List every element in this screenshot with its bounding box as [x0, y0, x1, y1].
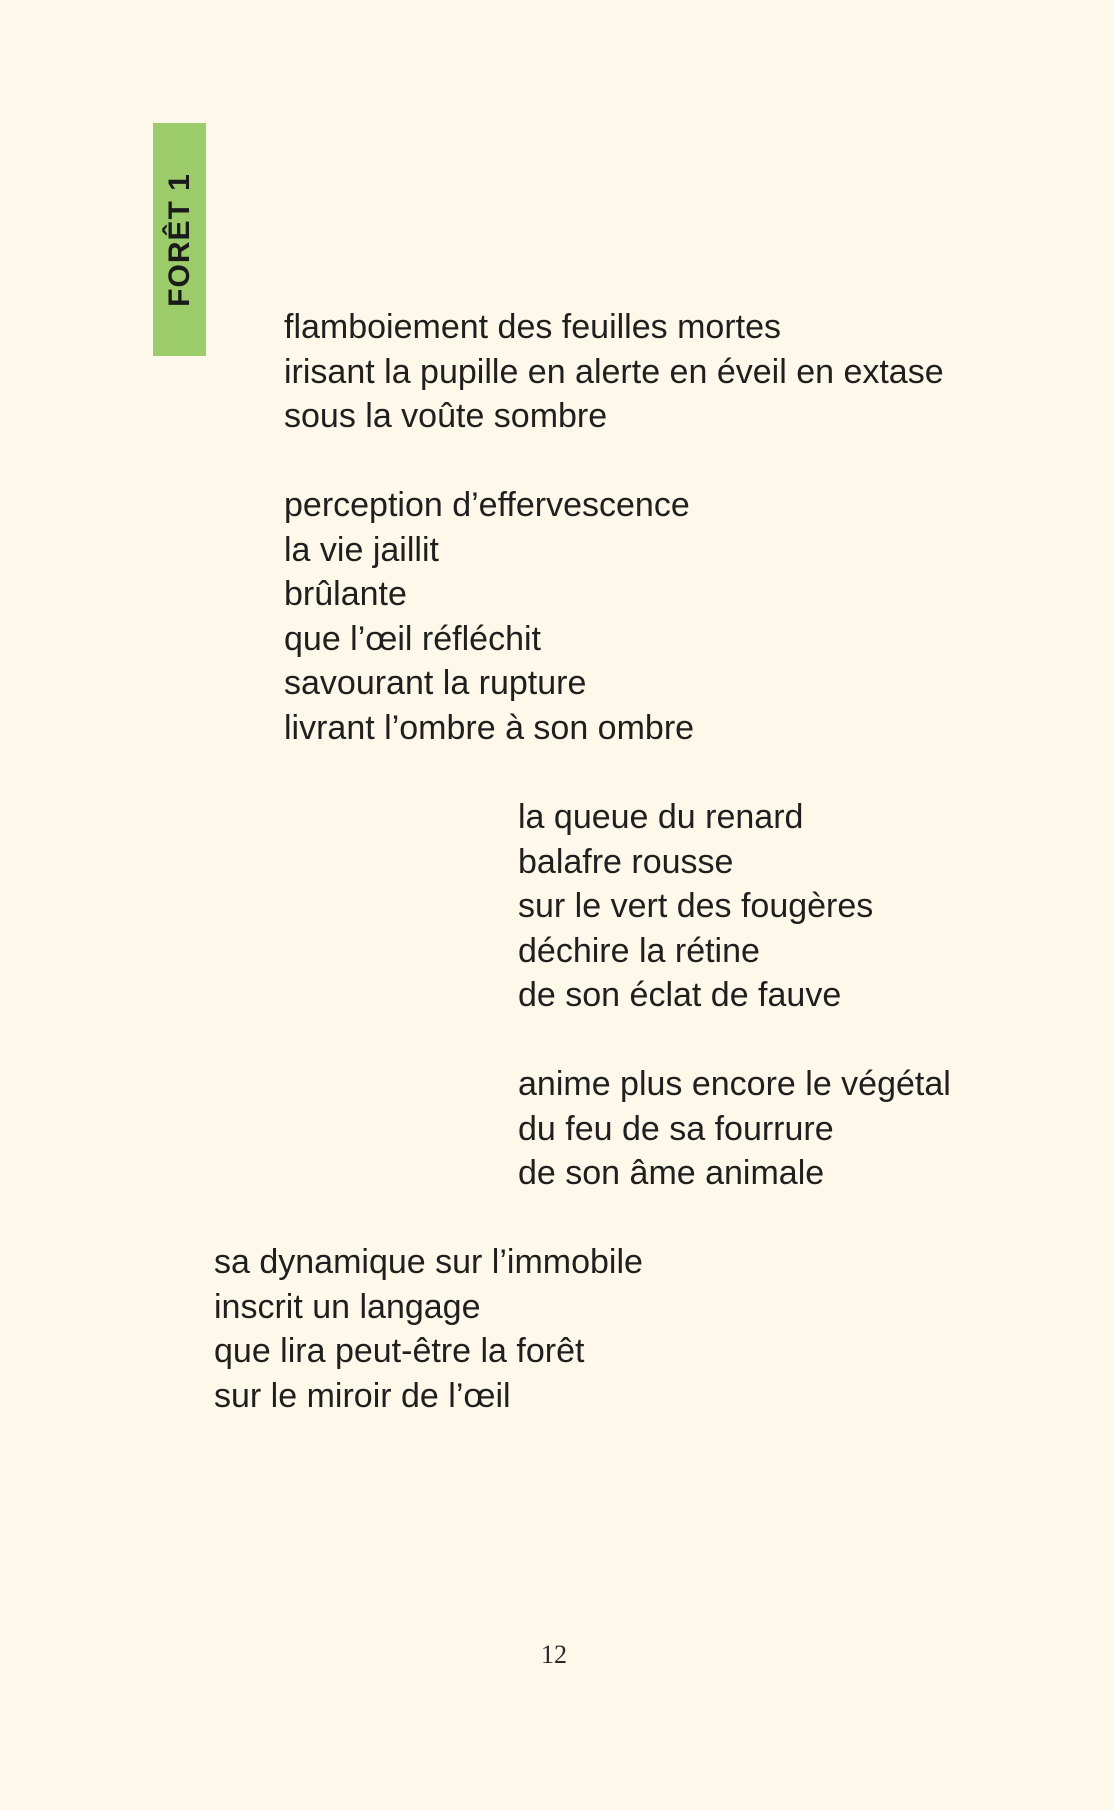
- stanza-4: [518, 1062, 951, 1196]
- poem-line: flamboiement des feuilles mortes: [284, 308, 782, 346]
- poem-line: du feu de sa fourrure: [518, 1109, 834, 1148]
- poem-line: perception d’effervescence: [284, 486, 690, 524]
- section-tab: [153, 123, 206, 356]
- poem-line: que lira peut-être la forêt: [214, 1332, 585, 1371]
- stanza-3: [518, 795, 873, 1018]
- poem-line: irisant la pupille en alerte en éveil en extase: [284, 352, 944, 391]
- poem-line: inscrit un langage: [214, 1287, 481, 1326]
- poem-line: sous la voûte sombre: [284, 397, 608, 436]
- poem-line: balafre rousse: [518, 842, 734, 881]
- poem-line: sur le vert des fougères: [518, 887, 874, 926]
- poem-line: que l’œil réfléchit: [284, 619, 541, 658]
- poem-line: anime plus encore le végétal: [518, 1065, 951, 1103]
- poem-line: sur le miroir de l’œil: [214, 1376, 511, 1415]
- stanza-1: [284, 305, 944, 439]
- section-tab-label: FORÊT 1: [162, 172, 196, 307]
- poem-line: brûlante: [284, 575, 407, 614]
- page-number: 12: [541, 1640, 567, 1669]
- poem-line: déchire la rétine: [518, 931, 760, 970]
- poem-line: de son âme animale: [518, 1154, 825, 1193]
- poem-line: livrant l’ombre à son ombre: [284, 708, 695, 747]
- poem-line: la queue du renard: [518, 798, 804, 836]
- stanza-5: [214, 1240, 643, 1418]
- poem-line: la vie jaillit: [284, 530, 439, 569]
- stanza-2: [284, 483, 694, 751]
- poem-line: savourant la rupture: [284, 664, 587, 703]
- poem-line: de son éclat de fauve: [518, 976, 842, 1015]
- poem-line: sa dynamique sur l’immobile: [214, 1243, 643, 1281]
